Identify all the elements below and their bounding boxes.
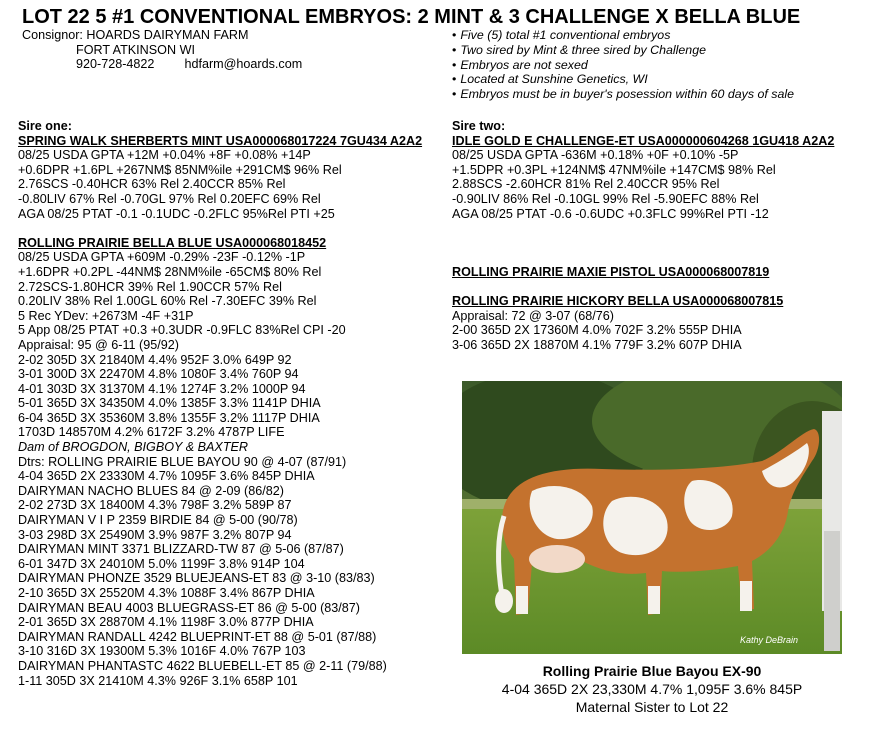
- sire-one-line: -0.80LIV 67% Rel -0.70GL 97% Rel 0.20EFC 69% Rel: [18, 191, 321, 206]
- consignor-name: Consignor: HOARDS DAIRYMAN FARM: [22, 28, 249, 42]
- photo-caption: [452, 662, 852, 716]
- lot-note: • Embryos are not sexed: [452, 58, 794, 73]
- progeny-line: 4-04 365D 2X 23330M 4.7% 1095F 3.6% 845P DHIA: [18, 469, 315, 484]
- progeny-line: DAIRYMAN MINT 3371 BLIZZARD-TW 87 @ 5-06 (87/87): [18, 542, 344, 557]
- progeny-line: DAIRYMAN RANDALL 4242 BLUEPRINT-ET 88 @ 5-01 (87/88): [18, 629, 377, 644]
- sire-one-line: 08/25 USDA GPTA +12M +0.04% +8F +0.08% +14P: [18, 148, 311, 163]
- left-column: [18, 119, 422, 688]
- dam-line: 08/25 USDA GPTA +609M -0.29% -23F -0.12% -1P: [18, 250, 306, 265]
- sire-two-line: -0.90LIV 86% Rel -0.10GL 99% Rel -5.90EFC 88% Rel: [452, 191, 759, 206]
- granddam-line: Appraisal: 72 @ 3-07 (68/76): [452, 308, 614, 323]
- consignor-city: FORT ATKINSON WI: [76, 42, 195, 57]
- dam-line: +1.6DPR +0.2PL -44NM$ 28NM%ile -65CM$ 80% Rel: [18, 264, 322, 279]
- sire-two-line: 2.88SCS -2.60HCR 81% Rel 2.40CCR 95% Rel: [452, 177, 720, 192]
- consignor-block: [22, 28, 302, 72]
- lot-note: • Two sired by Mint & three sired by Challenge: [452, 43, 794, 58]
- progeny-line: 3-10 316D 3X 19300M 5.3% 1016F 4.0% 767P 103: [18, 644, 306, 659]
- sire-two-line: +1.5DPR +0.3PL +124NM$ 47NM%ile +147CM$ 98% Rel: [452, 162, 776, 177]
- dam-line: 0.20LIV 38% Rel 1.00GL 60% Rel -7.30EFC 39% Rel: [18, 294, 317, 309]
- right-column: [452, 119, 834, 353]
- caption-note: Maternal Sister to Lot 22: [575, 699, 729, 715]
- lot-note: • Embryos must be in buyer's posession within 60 days of sale: [452, 87, 794, 102]
- lot-notes-list: [452, 28, 794, 102]
- progeny-line: DAIRYMAN BEAU 4003 BLUEGRASS-ET 86 @ 5-00 (83/87): [18, 600, 360, 615]
- progeny-line: 1-11 305D 3X 21410M 4.3% 926F 3.1% 658P 101: [18, 673, 298, 688]
- cow-photo: [462, 381, 842, 654]
- progeny-line: 3-03 298D 3X 25490M 3.9% 987F 3.2% 807P 94: [18, 527, 292, 542]
- dam-line: 2-02 305D 3X 21840M 4.4% 952F 3.0% 649P 92: [18, 352, 292, 367]
- progeny-line: 2-01 365D 3X 28870M 4.1% 1198F 3.0% 877P DHIA: [18, 615, 314, 630]
- caption-title: Rolling Prairie Blue Bayou EX-90: [542, 663, 762, 679]
- progeny-line: 6-01 347D 3X 24010M 5.0% 1199F 3.8% 914P 104: [18, 556, 305, 571]
- sire-one-heading: Sire one:: [18, 119, 72, 133]
- progeny-line: DAIRYMAN V I P 2359 BIRDIE 84 @ 5-00 (90/78): [18, 513, 298, 528]
- granddam-line: 3-06 365D 2X 18870M 4.1% 779F 3.2% 607P DHIA: [452, 337, 742, 352]
- dam-name: ROLLING PRAIRIE BELLA BLUE USA000068018452: [18, 235, 327, 250]
- maternal-sire-name: ROLLING PRAIRIE MAXIE PISTOL USA000068007819: [452, 264, 770, 279]
- consignor-email[interactable]: hdfarm@hoards.com: [184, 57, 303, 72]
- photo-watermark: Kathy DeBrain: [740, 635, 799, 645]
- dam-line: 4-01 303D 3X 31370M 4.1% 1274F 3.2% 1000P 94: [18, 381, 306, 396]
- dam-line: Appraisal: 95 @ 6-11 (95/92): [18, 337, 179, 352]
- sire-one-name: SPRING WALK SHERBERTS MINT USA000068017224 7GU434 A2A2: [18, 133, 423, 148]
- dam-line: 3-01 300D 3X 22470M 4.8% 1080F 3.4% 760P 94: [18, 367, 299, 382]
- dam-of-note: Dam of BROGDON, BIGBOY & BAXTER: [18, 440, 249, 455]
- lot-title: LOT 22 5 #1 CONVENTIONAL EMBRYOS: 2 MINT & 3 CHALLENGE X BELLA BLUE: [22, 6, 801, 28]
- sire-two-line: 08/25 USDA GPTA -636M +0.18% +0F +0.10% -5P: [452, 148, 739, 163]
- sire-one-line: AGA 08/25 PTAT -0.1 -0.1UDC -0.2FLC 95%Rel PTI +25: [18, 206, 335, 221]
- sire-one-line: 2.76SCS -0.40HCR 63% Rel 2.40CCR 85% Rel: [18, 177, 286, 192]
- progeny-line: DAIRYMAN NACHO BLUES 84 @ 2-09 (86/82): [18, 483, 284, 498]
- granddam-line: 2-00 365D 2X 17360M 4.0% 702F 3.2% 555P DHIA: [452, 323, 742, 338]
- dam-line: 6-04 365D 3X 35360M 3.8% 1355F 3.2% 1117P DHIA: [18, 410, 320, 425]
- sire-one-line: +0.6DPR +1.6PL +267NM$ 85NM%ile +291CM$ 96% Rel: [18, 162, 342, 177]
- progeny-line: DAIRYMAN PHONZE 3529 BLUEJEANS-ET 83 @ 3-10 (83/83): [18, 571, 375, 586]
- consignor-contact: [22, 57, 302, 72]
- lot-note: • Located at Sunshine Genetics, WI: [452, 72, 794, 87]
- dam-line: 1703D 148570M 4.2% 6172F 3.2% 4787P LIFE: [18, 425, 285, 440]
- progeny-line: Dtrs: ROLLING PRAIRIE BLUE BAYOU 90 @ 4-07 (87/91): [18, 454, 347, 469]
- dam-line: 5-01 365D 3X 34350M 4.0% 1385F 3.3% 1141P DHIA: [18, 396, 321, 411]
- dam-line: 5 App 08/25 PTAT +0.3 +0.3UDR -0.9FLC 83%Rel CPI -20: [18, 323, 346, 338]
- sire-two-name: IDLE GOLD E CHALLENGE-ET USA000000604268 1GU418 A2A2: [452, 133, 835, 148]
- sire-two-line: AGA 08/25 PTAT -0.6 -0.6UDC +0.3FLC 99%Rel PTI -12: [452, 206, 769, 221]
- granddam-name: ROLLING PRAIRIE HICKORY BELLA USA000068007815: [452, 294, 784, 309]
- dam-line: 5 Rec YDev: +2673M -4F +31P: [18, 308, 194, 323]
- consignor-phone: 920-728-4822: [76, 57, 155, 72]
- lot-note: • Five (5) total #1 conventional embryos: [452, 28, 794, 43]
- sire-two-heading: Sire two:: [452, 119, 506, 133]
- dam-line: 2.72SCS-1.80HCR 39% Rel 1.90CCR 57% Rel: [18, 279, 282, 294]
- progeny-line: DAIRYMAN PHANTASTC 4622 BLUEBELL-ET 85 @ 2-11 (79/88): [18, 658, 387, 673]
- progeny-line: 2-10 365D 3X 25520M 4.3% 1088F 3.4% 867P DHIA: [18, 586, 315, 600]
- caption-record: 4-04 365D 2X 23,330M 4.7% 1,095F 3.6% 845P: [501, 681, 803, 697]
- progeny-line: 2-02 273D 3X 18400M 4.3% 798F 3.2% 589P 87: [18, 498, 292, 513]
